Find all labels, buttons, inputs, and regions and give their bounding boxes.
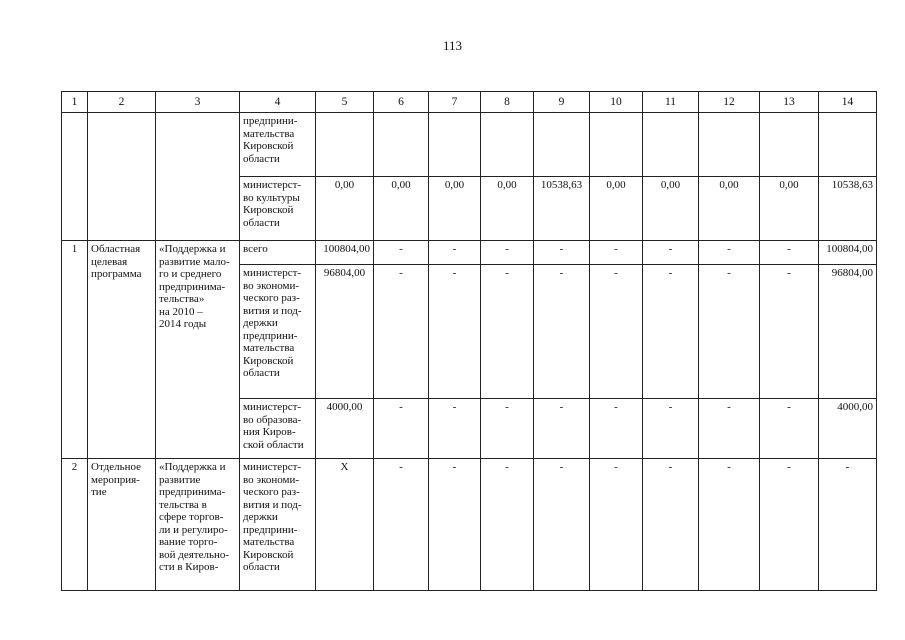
value-cell (760, 113, 819, 177)
value-cell (374, 113, 429, 177)
value-cell (699, 113, 760, 177)
row-type-cell: Областная целевая программа (88, 241, 156, 459)
value-cell: - (429, 399, 481, 459)
value-cell: - (760, 399, 819, 459)
value-cell: - (760, 459, 819, 591)
value-cell (819, 113, 877, 177)
value-cell: - (429, 459, 481, 591)
row-title-cell (156, 113, 240, 241)
value-cell: - (481, 459, 534, 591)
value-cell (590, 113, 643, 177)
column-number: 6 (374, 92, 429, 113)
value-cell: - (429, 265, 481, 399)
value-cell: 96804,00 (316, 265, 374, 399)
column-number: 14 (819, 92, 877, 113)
value-cell (429, 113, 481, 177)
column-number: 1 (62, 92, 88, 113)
column-number: 3 (156, 92, 240, 113)
row-type-cell: Отдельное мероприя- тие (88, 459, 156, 591)
table-row (62, 459, 877, 591)
value-cell (316, 113, 374, 177)
value-cell: - (699, 265, 760, 399)
column-number: 8 (481, 92, 534, 113)
value-cell: 0,00 (481, 177, 534, 241)
table-row (62, 113, 877, 177)
executor-cell: предприни- мательства Кировской области (240, 113, 316, 177)
value-cell: - (643, 265, 699, 399)
value-cell: 0,00 (590, 177, 643, 241)
value-cell: - (643, 241, 699, 265)
value-cell: - (699, 241, 760, 265)
column-number: 11 (643, 92, 699, 113)
value-cell: - (534, 265, 590, 399)
value-cell: - (534, 241, 590, 265)
value-cell: - (534, 399, 590, 459)
value-cell: - (481, 399, 534, 459)
budget-table (61, 91, 877, 591)
value-cell: - (590, 265, 643, 399)
executor-cell: всего (240, 241, 316, 265)
column-number: 5 (316, 92, 374, 113)
value-cell: - (374, 399, 429, 459)
value-cell: 100804,00 (316, 241, 374, 265)
value-cell: - (374, 265, 429, 399)
column-number: 7 (429, 92, 481, 113)
value-cell: 10538,63 (819, 177, 877, 241)
row-type-cell (88, 113, 156, 241)
value-cell: - (481, 265, 534, 399)
value-cell: - (699, 399, 760, 459)
column-number: 10 (590, 92, 643, 113)
value-cell: - (481, 241, 534, 265)
row-number-cell: 1 (62, 241, 88, 459)
value-cell: 4000,00 (316, 399, 374, 459)
value-cell: 96804,00 (819, 265, 877, 399)
value-cell: - (429, 241, 481, 265)
value-cell: 0,00 (429, 177, 481, 241)
value-cell (534, 113, 590, 177)
value-cell: 100804,00 (819, 241, 877, 265)
executor-cell: министерст- во образова- ния Киров- ской области (240, 399, 316, 459)
value-cell: - (643, 459, 699, 591)
value-cell: - (534, 459, 590, 591)
column-number: 4 (240, 92, 316, 113)
value-cell: 10538,63 (534, 177, 590, 241)
executor-cell: министерст- во экономи- ческого раз- вития и под- держки предприни- мательства Кировской области (240, 459, 316, 591)
column-number: 13 (760, 92, 819, 113)
row-title-cell: «Поддержка и развитие предпринима- тельства в сфере торгов- ли и регулиро- вание торго- вой деятельно- сти в Киров- (156, 459, 240, 591)
value-cell: - (590, 241, 643, 265)
column-number: 9 (534, 92, 590, 113)
column-number: 2 (88, 92, 156, 113)
column-number: 12 (699, 92, 760, 113)
row-number-cell: 2 (62, 459, 88, 591)
value-cell (643, 113, 699, 177)
value-cell: Х (316, 459, 374, 591)
value-cell: 0,00 (760, 177, 819, 241)
value-cell: - (374, 459, 429, 591)
value-cell: 0,00 (643, 177, 699, 241)
value-cell (481, 113, 534, 177)
value-cell: 0,00 (374, 177, 429, 241)
value-cell: - (374, 241, 429, 265)
page-number: 113 (442, 38, 463, 53)
value-cell: - (590, 459, 643, 591)
value-cell: 4000,00 (819, 399, 877, 459)
value-cell: - (643, 399, 699, 459)
value-cell: - (699, 459, 760, 591)
row-number-cell (62, 113, 88, 241)
value-cell: - (819, 459, 877, 591)
value-cell: - (760, 241, 819, 265)
executor-cell: министерст- во культуры Кировской области (240, 177, 316, 241)
value-cell: 0,00 (316, 177, 374, 241)
row-title-cell: «Поддержка и развитие мало- го и среднего предпринима- тельства» на 2010 – 2014 годы (156, 241, 240, 459)
value-cell: - (590, 399, 643, 459)
column-number-row (62, 92, 877, 113)
table-row (62, 241, 877, 265)
value-cell: 0,00 (699, 177, 760, 241)
executor-cell: министерст- во экономи- ческого раз- вития и под- держки предприни- мательства Кировской области (240, 265, 316, 399)
value-cell: - (760, 265, 819, 399)
